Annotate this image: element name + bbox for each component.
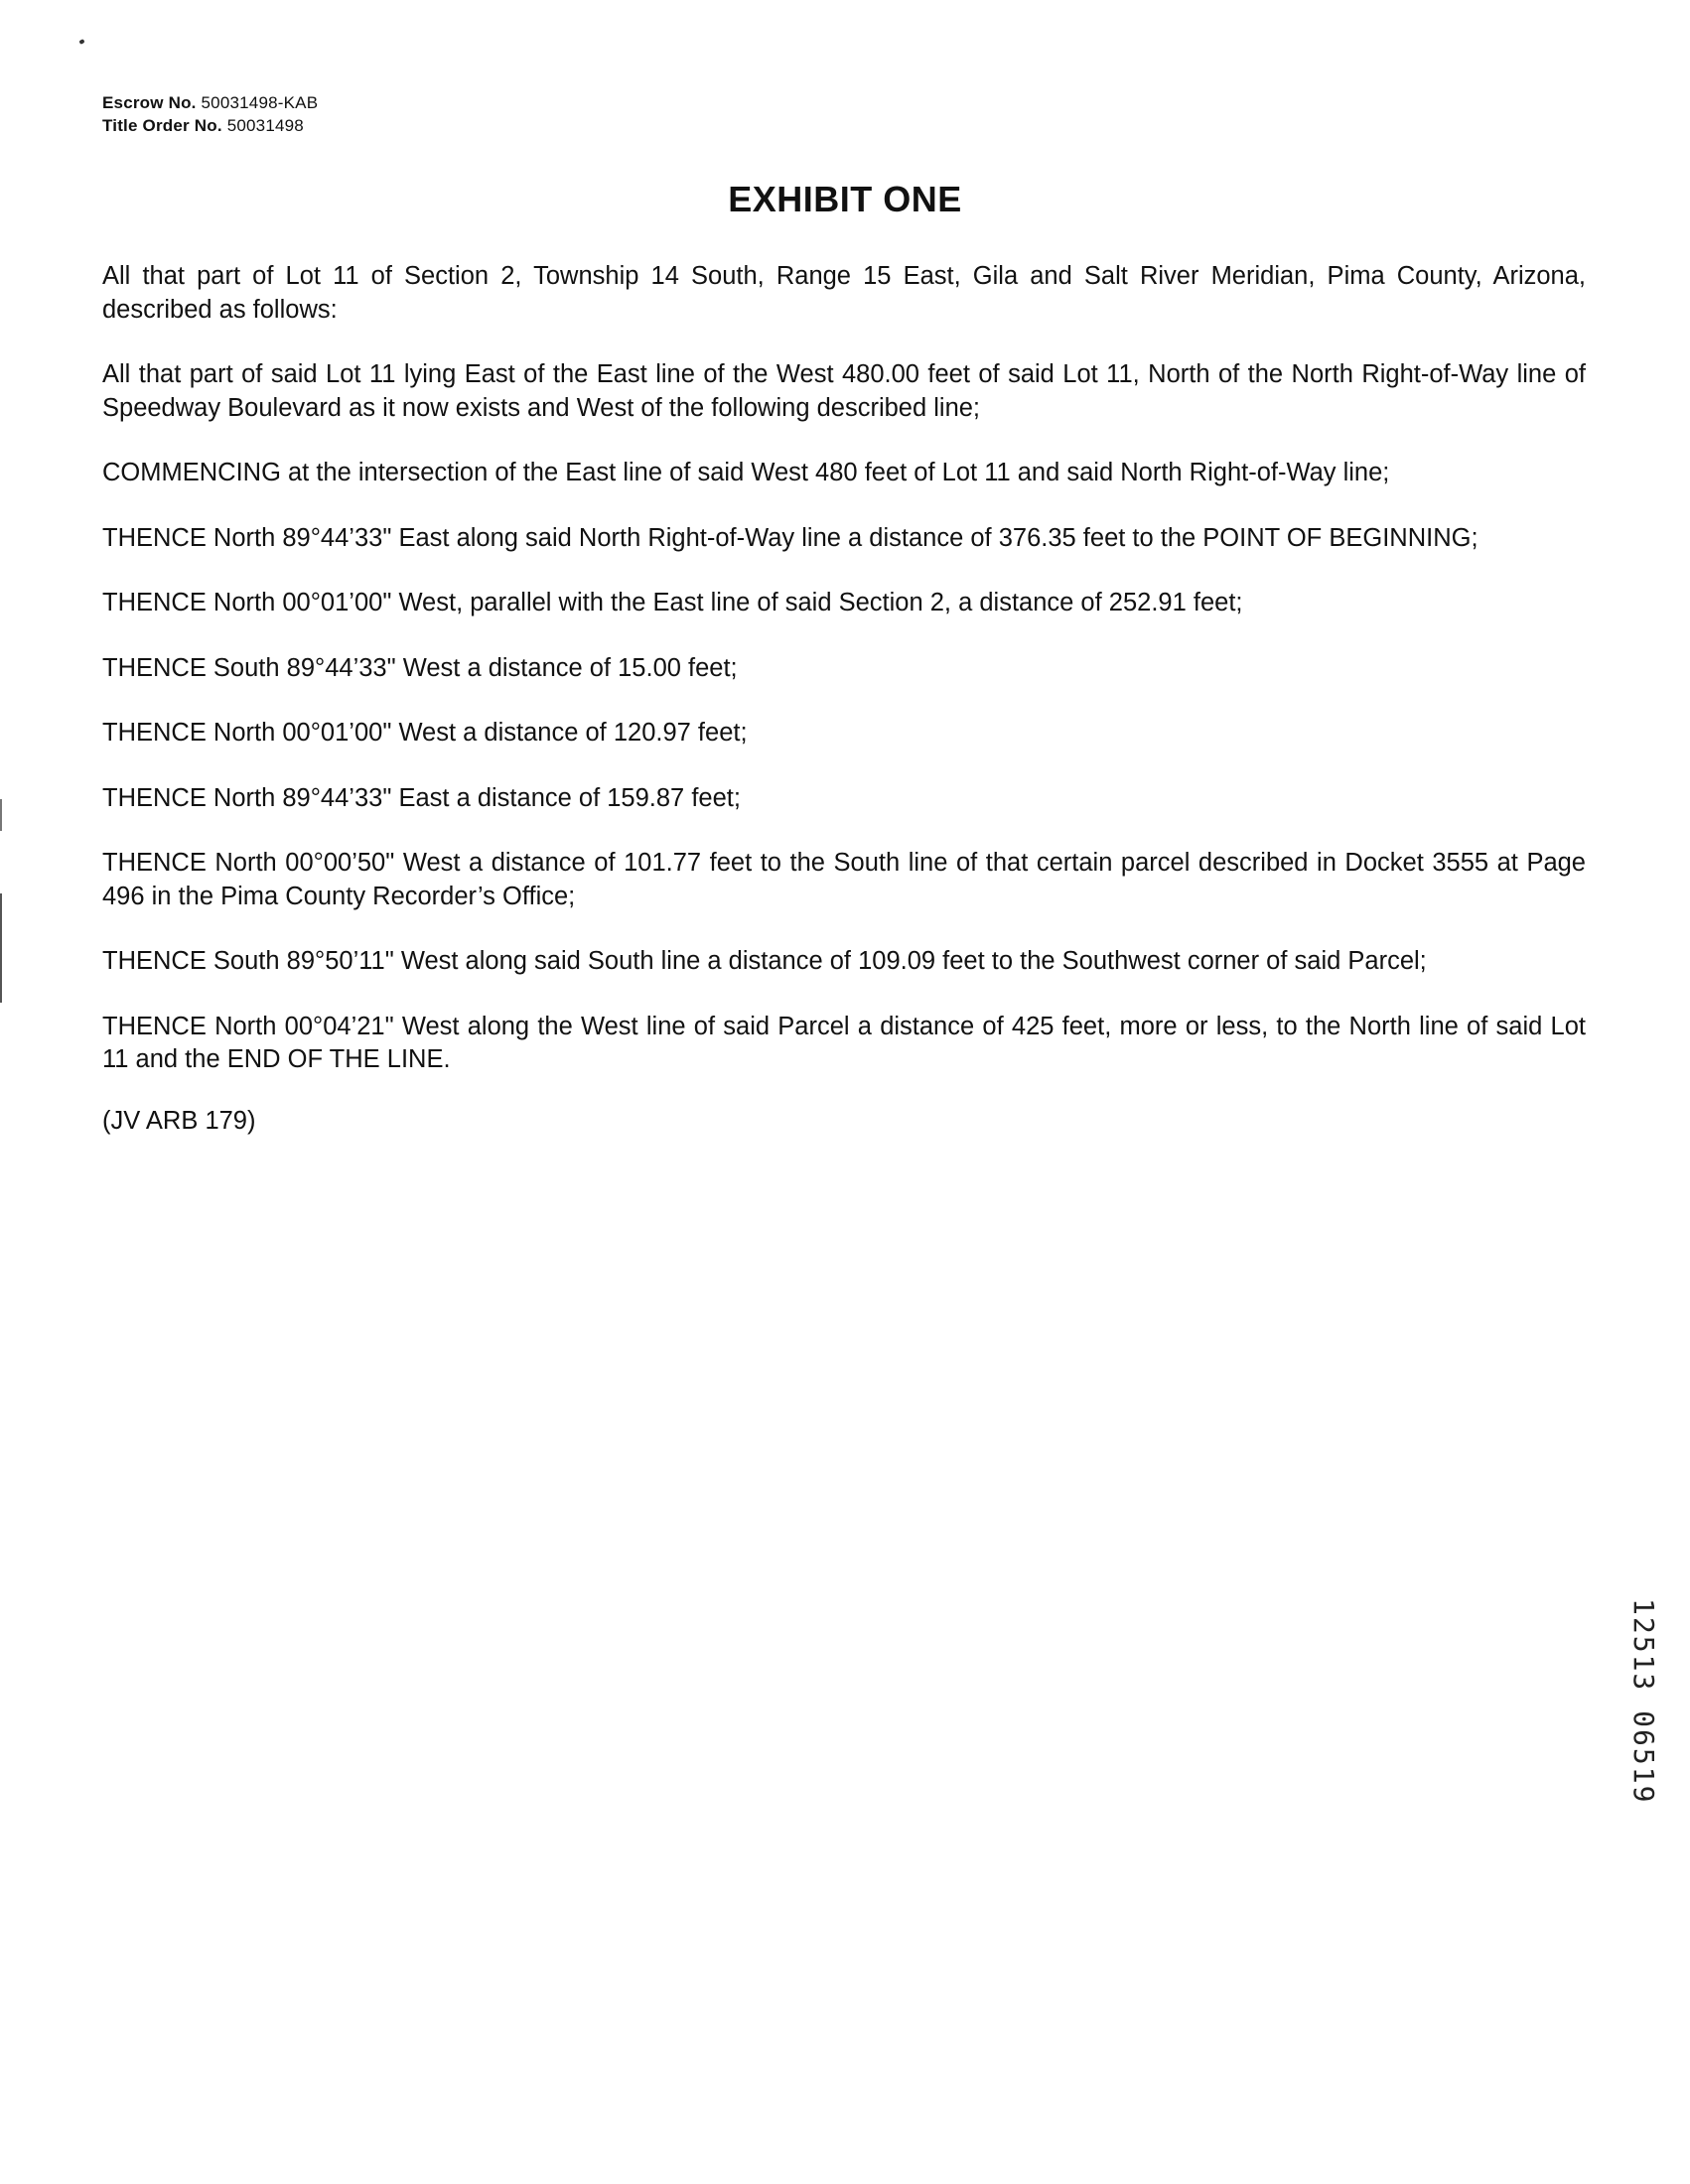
- paragraph-course-8: THENCE North 00°04’21" West along the West line of said Parcel a distance of 425 feet, more or less, to the North line of said Lot 11 and the END OF THE LINE.: [102, 1012, 1586, 1073]
- paragraph-course-4: THENCE North 00°01’00" West a distance of 120.97 feet;: [102, 719, 748, 747]
- scan-speck: [78, 39, 84, 45]
- legal-description: [102, 260, 1586, 1169]
- title-order-label: Title Order No.: [102, 116, 222, 135]
- recording-stamp: 12513 06519: [1627, 1598, 1660, 1805]
- paragraph-course-1: THENCE North 89°44’33" East along said North Right-of-Way line a distance of 376.35 feet to the POINT OF BEGINNING;: [102, 523, 1479, 552]
- scan-edge-mark: [0, 799, 2, 831]
- escrow-number: [102, 91, 318, 114]
- reference-code: (JV ARB 179): [102, 1106, 256, 1135]
- scan-edge-line: [0, 893, 2, 1003]
- paragraph-course-3: THENCE South 89°44’33" West a distance of 15.00 feet;: [102, 653, 738, 682]
- paragraph-course-2: THENCE North 00°01’00" West, parallel with the East line of said Section 2, a distance of 252.91 feet;: [102, 589, 1243, 616]
- document-header: [102, 91, 318, 137]
- document-title: EXHIBIT ONE: [728, 179, 962, 219]
- title-order-number: [102, 114, 318, 137]
- paragraph-course-5: THENCE North 89°44’33" East a distance of 159.87 feet;: [102, 783, 741, 812]
- paragraph-scope: All that part of said Lot 11 lying East of the East line of the West 480.00 feet of said Lot 11, North of the North Right-of-Way line of Speedway Boulevard as it now exists and West of the following described line;: [102, 360, 1586, 422]
- escrow-value: 50031498-KAB: [201, 93, 319, 112]
- paragraph-course-6: THENCE North 00°00’50" West a distance of 101.77 feet to the South line of that certain parcel described in Docket 3555 at Page 496 in the Pima County Recorder’s Office;: [102, 849, 1586, 910]
- escrow-label: Escrow No.: [102, 93, 197, 112]
- paragraph-course-7: THENCE South 89°50’11" West along said South line a distance of 109.09 feet to the Southwest corner of said Parcel;: [102, 947, 1427, 975]
- paragraph-commencing: COMMENCING at the intersection of the East line of said West 480 feet of Lot 11 and said North Right-of-Way line;: [102, 459, 1390, 486]
- paragraph-intro: All that part of Lot 11 of Section 2, Township 14 South, Range 15 East, Gila and Salt River Meridian, Pima County, Arizona, described as follows:: [102, 262, 1586, 324]
- title-order-value: 50031498: [226, 116, 304, 135]
